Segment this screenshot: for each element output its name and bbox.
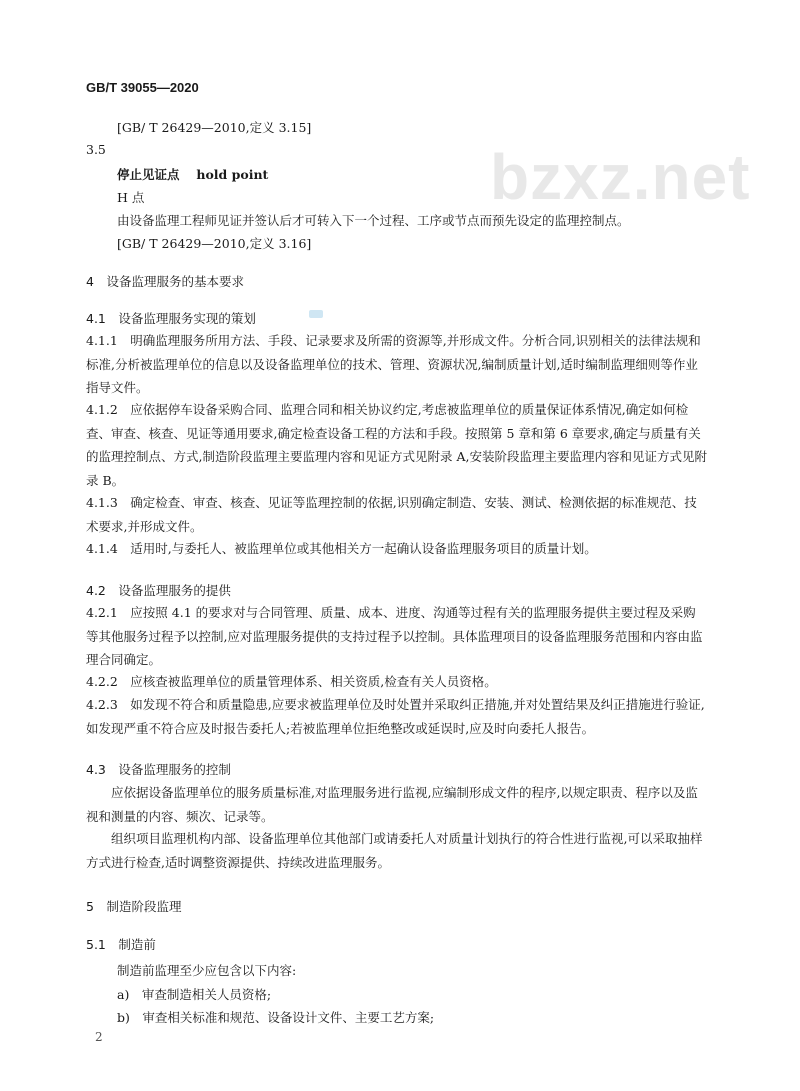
paragraph: 应依据设备监理单位的服务质量标准,对监理服务进行监视,应编制形成文件的程序,以规定职责、程序以及监视和测量的内容、频次、记录等。 (86, 785, 698, 824)
standard-code-header: GB/T 39055—2020 (86, 80, 199, 95)
paragraph: 4.2.2 应核查被监理单位的质量管理体系、相关资质,检查有关人员资格。 (86, 674, 497, 689)
section-heading: 4.1 设备监理服务实现的策划 (86, 311, 256, 326)
paragraph: 4.2.1 应按照 4.1 的要求对与合同管理、质量、成本、进度、沟通等过程有关的监理服务提供主要过程及采购等其他服务过程予以控制,应对监理服务提供的支持过程予以控制。具体监理项目的设备监理服务范围和内容由监理合同确定。 (86, 605, 703, 667)
section-5-heading: 5 制造阶段监理 (86, 899, 182, 914)
section-4-2-heading: 4.2 设备监理服务的提供 (86, 583, 231, 598)
paragraph: 4.1.4 适用时,与委托人、被监理单位或其他相关方一起确认设备监理服务项目的质量计划。 (86, 541, 597, 556)
watermark-logo-icon (309, 310, 323, 318)
list-item: b) 审查相关标准和规范、设备设计文件、主要工艺方案; (117, 1010, 435, 1025)
paragraph: 4.1.3 确定检查、审查、核查、见证等监理控制的依据,识别确定制造、安装、测试、检测依据的标准规范、技术要求,并形成文件。 (86, 495, 697, 534)
list-item: a) 审查制造相关人员资格; (117, 987, 272, 1002)
section-5-1-heading: 5.1 制造前 (86, 937, 156, 952)
watermark-text: bzxz.net (490, 141, 751, 213)
text-line: 3.5 (86, 142, 106, 157)
text-line: H 点 (117, 190, 145, 205)
paragraph: 4.1.1 明确监理服务所用方法、手段、记录要求及所需的资源等,并形成文件。分析合同,识别相关的法律法规和标准,分析被监理单位的信息以及设备监理单位的技术、管理、资源状况,编制质量计划,适时编制监理细则等作业指导文件。 (86, 333, 701, 395)
paragraph: 4.1.2 应依据停车设备采购合同、监理合同和相关协议约定,考虑被监理单位的质量保证体系情况,确定如何检查、审查、核查、见证等通用要求,确定检查设备工程的方法和手段。按照第 5 章和第 6 章要求,确定与质量有关的监理控制点、方式,制造阶段监理主要监理内容和见证方式见附录 A,安装阶段监理主要监理内容和见证方式见附录 B。 (86, 402, 707, 488)
text-line: 停止见证点 hold point (117, 167, 269, 182)
page-number: 2 (95, 1030, 103, 1044)
text-line: [GB/ T 26429—2010,定义 3.16] (117, 236, 312, 251)
paragraph: 4.2.3 如发现不符合和质量隐患,应要求被监理单位及时处置并采取纠正措施,并对处置结果及纠正措施进行验证,如发现严重不符合应及时报告委托人;若被监理单位拒绝整改或延误时,应及时向委托人报告。 (86, 697, 705, 736)
section-heading: 4 设备监理服务的基本要求 (86, 274, 244, 289)
text-line: 由设备监理工程师见证并签认后才可转入下一个过程、工序或节点而预先设定的监理控制点。 (117, 213, 630, 228)
section-4-3-heading: 4.3 设备监理服务的控制 (86, 762, 231, 777)
text-line: 制造前监理至少应包含以下内容: (117, 963, 297, 978)
text-line: [GB/ T 26429—2010,定义 3.15] (117, 120, 312, 135)
paragraph: 组织项目监理机构内部、设备监理单位其他部门或请委托人对质量计划执行的符合性进行监视,可以采取抽样方式进行检查,适时调整资源提供、持续改进监理服务。 (86, 831, 703, 870)
